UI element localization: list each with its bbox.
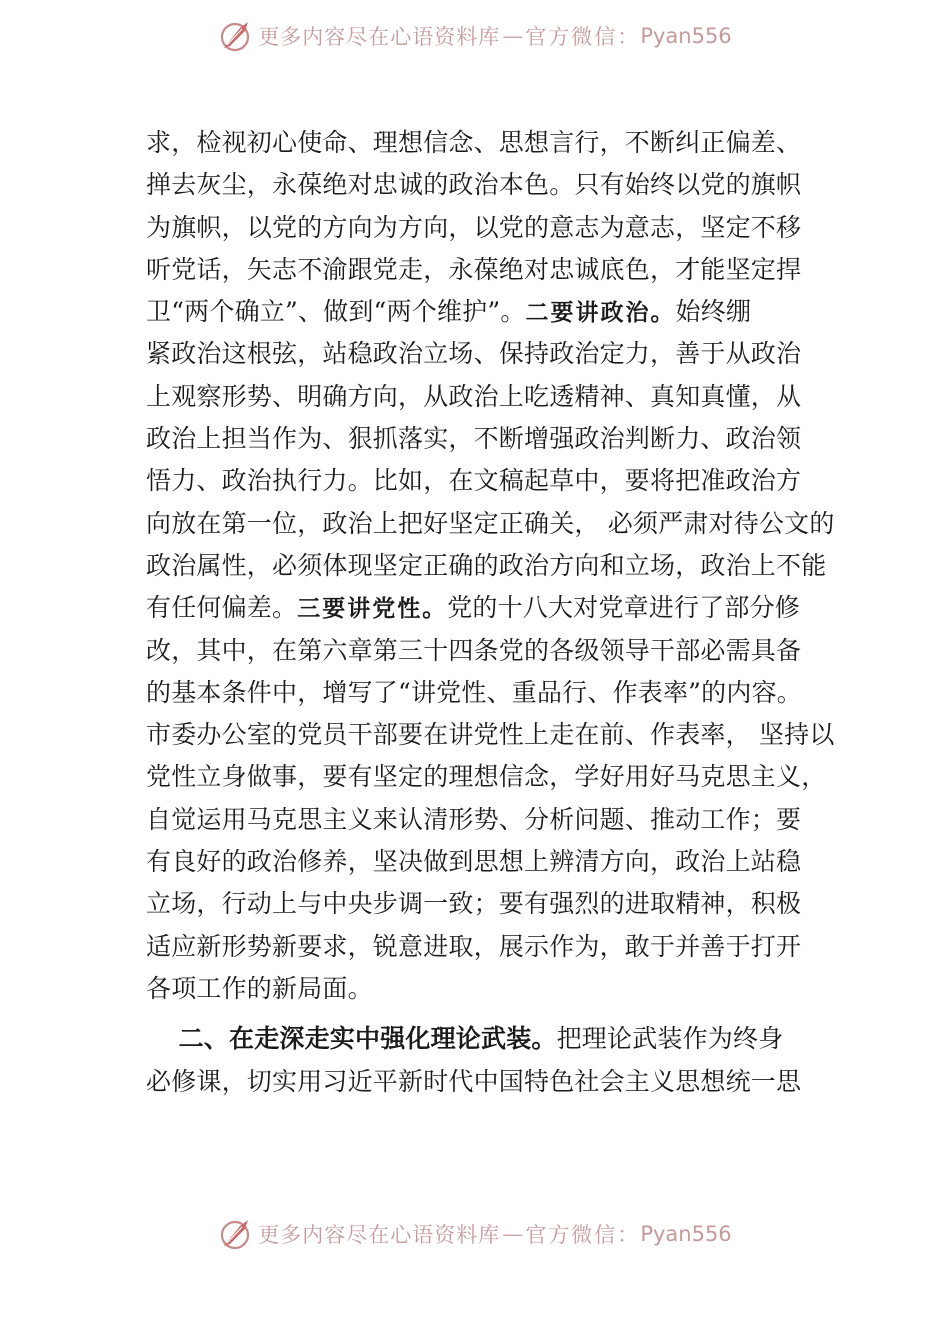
text-run: 上观察形势、明确方向，从政治上吃透精神、真知真懂，从 [146, 381, 802, 411]
text-line [146, 926, 818, 968]
text-line [146, 756, 827, 798]
emphasis-heading: 三要讲党性。 [297, 596, 448, 623]
text-run: 紧政治这根弦，站稳政治立场、保持政治定力，善于从政治 [146, 339, 802, 369]
text-line [146, 841, 818, 883]
text-run: 适应新形势新要求，锐意进取，展示作为，敢于并善于打开 [146, 931, 802, 961]
text-line [146, 333, 818, 375]
watermark-wechat-label: 官方微信： [525, 1223, 641, 1247]
text-run: 各项工作的新局面。 [146, 973, 373, 1003]
text-run [146, 1024, 179, 1053]
section-heading: 二、在走深走实中强化理论武装。 [178, 1024, 557, 1054]
text-line [146, 545, 827, 587]
text-run: 政治上担当作为、狠抓落实，不断增强政治判断力、政治领 [146, 424, 802, 454]
text-line [146, 460, 818, 502]
text-run: 为旗帜，以党的方向为方向，以党的意志为意志，坚定不移 [146, 212, 802, 242]
watermark-wechat-label: 官方微信： [525, 25, 641, 49]
text-line [146, 164, 818, 206]
text-line [146, 968, 818, 1010]
header-watermark [0, 12, 950, 60]
text-run: 向放在第一位，政治上把好坚定正确关， 必须严肃对待公文的 [146, 508, 835, 538]
text-line [146, 672, 818, 714]
text-run: 求，检视初心使命、理想信念、思想言行，不断纠正偏差、 [146, 128, 802, 157]
text-run: 政治属性，必须体现坚定正确的政治方向和立场，政治上不能 [146, 550, 827, 580]
watermark-separator: — [502, 1222, 524, 1246]
footer-watermark [0, 1210, 950, 1258]
watermark-text: 更多内容尽在心语资料库 [258, 25, 501, 49]
text-run: 市委办公室的党员干部要在讲党性上走在前、作表率， 坚持以 [146, 720, 835, 750]
text-line [146, 630, 818, 672]
text-run: 党性立身做事，要有坚定的理想信念，学好用好马克思主义， [146, 762, 827, 792]
text-line [146, 376, 818, 418]
watermark-wechat-id: Pyan556 [640, 24, 732, 48]
text-line [146, 1061, 818, 1103]
quill-pen-icon [218, 1216, 254, 1252]
text-line [146, 587, 818, 629]
text-run: 听党话，矢志不渝跟党走，永葆绝对忠诚底色，才能坚定捍 [146, 254, 802, 284]
text-line [146, 122, 818, 164]
text-run: 立场，行动上与中央步调一致；要有强烈的进取精神，积极 [146, 889, 802, 919]
text-line [146, 291, 818, 333]
text-run: 把理论武装作为终身 [556, 1024, 784, 1054]
text-run: 掸去灰尘，永葆绝对忠诚的政治本色。只有始终以党的旗帜 [146, 170, 802, 200]
document-body [146, 122, 835, 1103]
text-run: 有良好的政治修养，坚决做到思想上辨清方向，政治上站稳 [146, 847, 802, 877]
quill-pen-icon [218, 18, 254, 54]
watermark-wechat-id: Pyan556 [640, 1222, 732, 1246]
watermark-text: 更多内容尽在心语资料库 [258, 1223, 501, 1247]
text-run: 悟力、政治执行力。比如，在文稿起草中，要将把准政治方 [146, 466, 802, 496]
text-line [146, 1018, 818, 1060]
text-line [146, 207, 818, 249]
text-run: 党的十八大对党章进行了部分修 [447, 593, 801, 623]
text-run: 有任何偏差。 [146, 593, 298, 623]
text-run: 始终绷 [675, 297, 752, 327]
text-run: 必修课，切实用习近平新时代中国特色社会主义思想统一思 [146, 1066, 802, 1096]
text-line [146, 418, 818, 460]
text-line [146, 249, 818, 291]
text-run: 的基本条件中，增写了“讲党性、重品行、作表率”的内容。 [146, 677, 802, 707]
text-run: 自觉运用马克思主义来认清形势、分析问题、推动工作；要 [146, 804, 802, 834]
paragraph-gap [146, 1010, 818, 1018]
text-line [146, 503, 835, 545]
watermark-separator: — [502, 24, 524, 48]
text-run: 改，其中，在第六章第三十四条党的各级领导干部必需具备 [146, 635, 802, 665]
text-line [146, 714, 835, 756]
text-run: 卫“两个确立”、做到“两个维护”。 [146, 297, 526, 327]
emphasis-heading: 二要讲政治。 [525, 300, 676, 327]
text-line [146, 883, 818, 925]
text-line [146, 799, 818, 841]
